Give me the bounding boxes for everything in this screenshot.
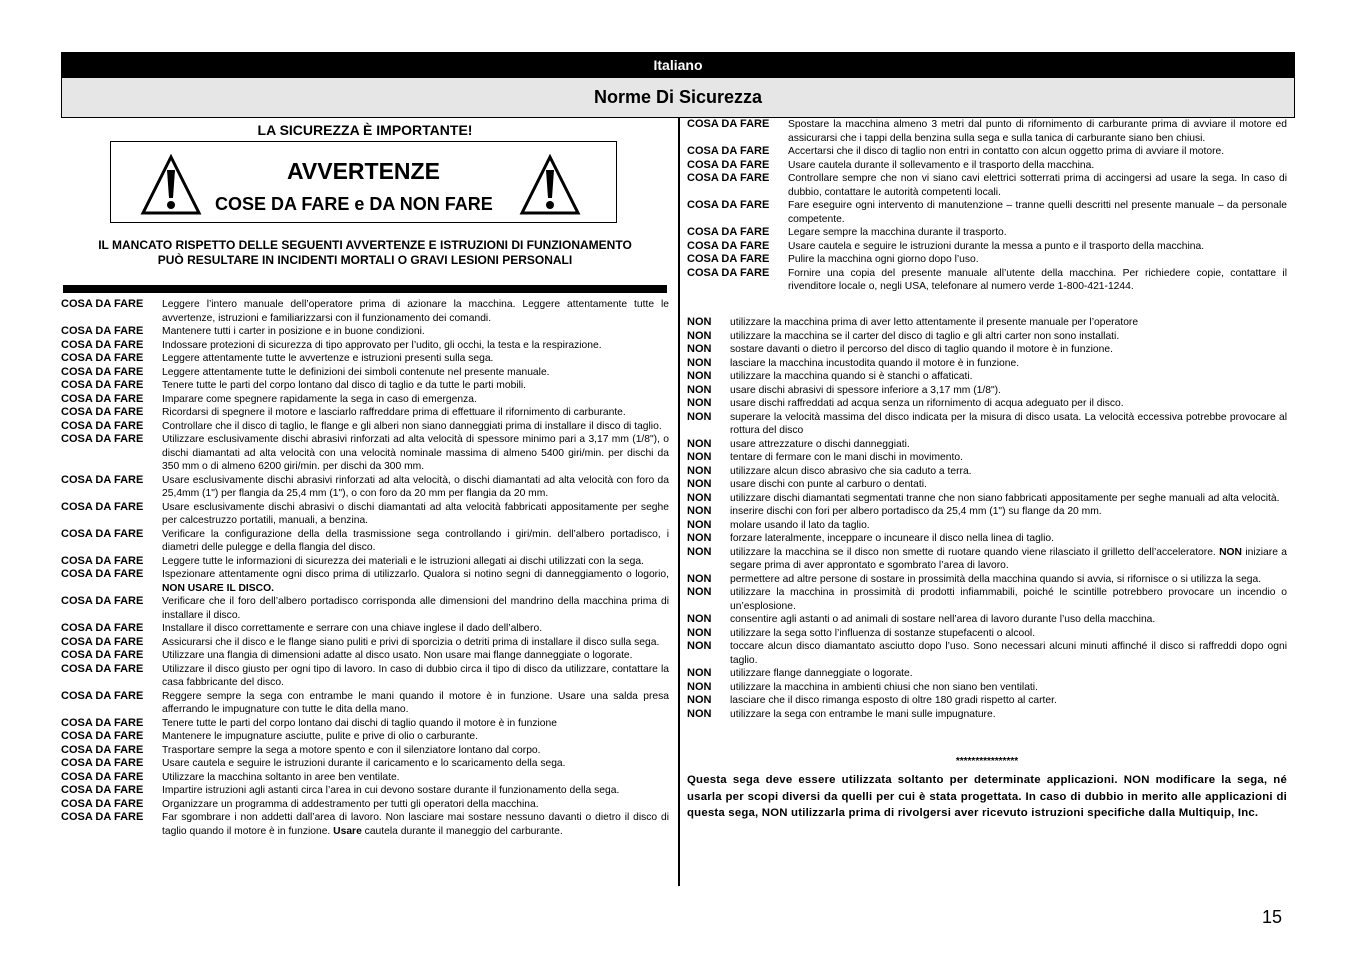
rule-text — [162, 433, 669, 474]
rule-label: NON — [687, 532, 712, 544]
rule-text — [788, 240, 1287, 254]
rule-text — [730, 708, 1287, 722]
rule-row — [61, 811, 669, 838]
rule-text-main: Utilizzare una flangia di dimensioni adatte al disco usato. Non usare mai flange danneggiate o logorate. — [162, 650, 633, 661]
non-rule-row — [687, 519, 1287, 533]
rule-text-main: Leggere attentamente tutte le avvertenze e istruzioni presenti sulla sega. — [162, 353, 494, 364]
rule-text — [788, 253, 1287, 267]
rule-text — [162, 325, 669, 339]
rule-text-main: Tenere tutte le parti del corpo lontano dai dischi di taglio quando il motore è in funzione — [162, 717, 557, 729]
rule-label: COSA DA FARE — [61, 622, 144, 634]
rule-text — [730, 451, 1287, 465]
rule-text — [788, 267, 1287, 294]
rule-row — [61, 717, 669, 731]
rule-text-main: Tenere tutte le parti del corpo lontano dal disco di taglio e da tutte le parti mobili. — [162, 380, 527, 391]
rule-text-main: Verificare la configurazione della della trasmissione sega controllando i giri/min. dell’albero portadisco, i diametri delle pulegge e della flangia del disco. — [162, 528, 669, 553]
rule-text — [730, 478, 1287, 492]
rule-label: NON — [687, 572, 712, 585]
rule-label: NON — [687, 478, 712, 490]
left-column — [61, 118, 669, 837]
rule-text-emphasis: NON — [1219, 546, 1242, 558]
rule-text — [788, 159, 1287, 173]
rule-text-main: utilizzare la sega sotto l’influenza di sostanze stupefacenti o alcool. — [730, 627, 1036, 639]
rule-row — [687, 226, 1287, 240]
rule-row — [61, 798, 669, 812]
rule-text — [162, 474, 669, 501]
rule-text-main: Leggere attentamente tutte le definizioni dei simboli contenute nel presente manuale. — [162, 366, 550, 378]
rule-label: NON — [687, 613, 712, 625]
rule-text — [162, 811, 669, 838]
rule-row — [61, 474, 669, 501]
rule-text-main: Utilizzare esclusivamente dischi abrasivi rinforzati ad alta velocità di spessore minimo pari a 3,17 mm (1/8"), o dischi diamantati ad alta velocità con una velocità nominale massima di almeno 5400 giri/min. per dischi da 350 mm o di almeno 6200 giri/min. per dischi da 300 mm. — [162, 434, 669, 472]
rule-text-main: Controllare sempre che non vi siano cavi elettrici sotterrati prima di accingersi ad usare la sega. In caso di dubbio, contattare le autorità competenti locali. — [788, 173, 1287, 198]
rule-text — [730, 397, 1287, 411]
rule-label: NON — [687, 410, 712, 423]
rule-row — [61, 555, 669, 569]
rule-text-main: inserire dischi con fori per albero portadisco da 25,4 mm (1") su flange da 20 mm. — [730, 506, 1102, 517]
rule-row — [687, 159, 1287, 173]
rule-text — [788, 199, 1287, 226]
closing-paragraph: Questa sega deve essere utilizzata soltanto per determinate applicazioni. NON modificare la sega, né usarla per scopi diversi da quelli per cui è stata progettata. In caso di dubbio in merito alle applicazioni di questa sega, NON utilizzarla prima di rivolgersi aver ricevuto istruzioni specifiche dalla Multiquip, Inc. — [687, 774, 1287, 819]
non-rule-row — [687, 586, 1287, 613]
rule-text — [730, 384, 1287, 398]
non-rule-row — [687, 694, 1287, 708]
rule-text-main: forzare lateralmente, inceppare o incuneare il disco nella linea di taglio. — [730, 533, 1054, 544]
avvertenze-subtitle: COSE DA FARE e DA NON FARE — [215, 194, 493, 214]
non-rule-row — [687, 505, 1287, 519]
non-rule-row — [687, 627, 1287, 641]
rule-text-main: utilizzare la sega con entrambe le mani sulle impugnature. — [730, 708, 996, 720]
rule-text — [730, 370, 1287, 384]
rule-text-main: Fornire una copia del presente manuale all’utente della macchina. Per richiedere copie, contattare il rivenditore locale o, negli USA, telefonare al numero verde 1-800-421-1244. — [788, 267, 1287, 292]
non-rule-row — [687, 370, 1287, 384]
rule-text-main: superare la velocità massima del disco indicata per la misura di disco usata. La velocità eccessiva potrebbe provocare al rottura del disco — [730, 411, 1287, 436]
non-rule-row — [687, 411, 1287, 438]
rule-text-main: utilizzare alcun disco abrasivo che sia caduto a terra. — [730, 465, 972, 477]
rule-text — [730, 694, 1287, 708]
rule-text-main: Far sgombrare i non addetti dall’area di lavoro. Non lasciare mai sostare nessuno davanti o dietro il disco di taglio quando il motore è in funzione. — [162, 812, 669, 837]
rule-row — [61, 393, 669, 407]
rule-text — [162, 352, 669, 366]
rule-text-main: Usare cautela durante il sollevamento e il trasporto della macchina. — [788, 159, 1095, 171]
rule-label: COSA DA FARE — [61, 352, 144, 364]
rule-text-main: toccare alcun disco diamantato asciutto dopo l’uso. Sono necessari alcuni minuti affinché il disco si raffreddi dopo ogni taglio. — [730, 641, 1287, 666]
rule-text — [162, 528, 669, 555]
non-rule-row — [687, 343, 1287, 357]
rule-text — [162, 366, 669, 380]
rule-text-main: Usare esclusivamente dischi abrasivi o dischi diamantati ad alta velocità fabbricati appositamente per seghe per calcestruzzo portatili, manuali, a benzina. — [162, 501, 669, 526]
non-rule-row — [687, 438, 1287, 452]
rule-label: COSA DA FARE — [687, 172, 770, 184]
rule-text — [162, 568, 669, 595]
rule-text-main: utilizzare la macchina in prossimità di prodotti infiammabili, poiché le scintille potrebbero provocare un incendio o un’esplosione. — [730, 587, 1287, 612]
rule-text-main: Mantenere tutti i carter in posizione e in buone condizioni. — [162, 326, 425, 337]
rule-text — [162, 663, 669, 690]
rule-text — [162, 730, 669, 744]
rule-text-main: Usare cautela e seguire le istruzioni durante il caricamento e lo scaricamento della sega. — [162, 758, 566, 769]
rule-label: COSA DA FARE — [61, 419, 144, 432]
rule-label: COSA DA FARE — [61, 784, 144, 796]
rule-label: NON — [687, 505, 712, 517]
rule-label: COSA DA FARE — [687, 253, 770, 265]
rule-text — [730, 613, 1287, 627]
rule-text-main: Trasportare sempre la sega a motore spento e con il silenziatore lontano dal corpo. — [162, 744, 541, 756]
rule-text — [162, 622, 669, 636]
rule-text — [730, 532, 1287, 546]
rule-text-main: Imparare come spegnere rapidamente la sega in caso di emergenza. — [162, 393, 477, 405]
rule-label: COSA DA FARE — [61, 433, 144, 445]
rule-text — [162, 555, 669, 569]
non-rule-row — [687, 681, 1287, 695]
rule-text-main: molare usando il lato da taglio. — [730, 519, 870, 531]
rule-text — [730, 586, 1287, 613]
rule-text — [730, 627, 1287, 641]
rule-text — [730, 438, 1287, 452]
rule-row — [687, 172, 1287, 199]
rule-text-main: sostare davanti o dietro il percorso del disco di taglio quando il motore è in funzione. — [730, 344, 1113, 355]
rule-row — [61, 649, 669, 663]
rule-label: NON — [687, 694, 712, 706]
non-rule-row — [687, 451, 1287, 465]
rule-text-tail: cautela durante il maneggio del carburante. — [364, 825, 563, 837]
rule-text — [788, 145, 1287, 159]
rule-text — [730, 492, 1287, 506]
rule-row — [61, 352, 669, 366]
rule-label: COSA DA FARE — [61, 730, 144, 742]
rule-text-main: Usare cautela e seguire le istruzioni durante la messa a punto e il trasporto della macchina. — [788, 240, 1205, 252]
rule-text-emphasis: Usare — [333, 825, 362, 837]
rule-text-main: Fare eseguire ogni intervento di manutenzione – tranne quelli descritti nel presente manuale – da personale competente. — [788, 200, 1287, 225]
rule-text — [730, 357, 1287, 371]
rule-row — [687, 267, 1287, 294]
non-rule-row — [687, 357, 1287, 371]
rule-row — [61, 528, 669, 555]
rule-text — [162, 406, 669, 420]
rule-label: COSA DA FARE — [687, 158, 770, 171]
warning-box — [110, 141, 617, 223]
rule-label: COSA DA FARE — [687, 145, 770, 157]
rule-label: NON — [687, 329, 712, 342]
rule-label: COSA DA FARE — [61, 406, 144, 418]
rule-text — [730, 465, 1287, 479]
rule-label: NON — [687, 451, 712, 463]
rule-label: NON — [687, 518, 712, 531]
rule-text — [162, 784, 669, 798]
rule-label: NON — [687, 437, 712, 450]
rule-text — [730, 505, 1287, 519]
non-rule-row — [687, 613, 1287, 627]
non-rule-row — [687, 573, 1287, 587]
rule-label: NON — [687, 316, 712, 328]
rule-text-main: usare dischi raffreddati ad acqua senza un rifornimento di acqua adeguato per il disco. — [730, 398, 1124, 409]
rule-text-main: Organizzare un programma di addestramento per tutti gli operatori della macchina. — [162, 798, 539, 810]
rule-row — [687, 253, 1287, 267]
warning-statement — [61, 238, 669, 268]
rule-text — [162, 690, 669, 717]
rule-row — [61, 771, 669, 785]
rule-row — [687, 240, 1287, 254]
non-rule-row — [687, 465, 1287, 479]
rule-row — [61, 379, 669, 393]
rule-text-main: Usare esclusivamente dischi abrasivi rinforzati ad alta velocità, o dischi diamantati ad alta velocità con foro da 25,4mm (1") per flangia da 25,4 mm (1"), o con foro da 20 mm per flangia da 20 mm. — [162, 474, 669, 499]
non-rule-row — [687, 478, 1287, 492]
rule-text — [162, 771, 669, 785]
warning-triangle-icon — [519, 154, 581, 216]
non-rule-row — [687, 384, 1287, 398]
page-number: 15 — [1262, 907, 1283, 927]
rule-text — [788, 172, 1287, 199]
rule-label: COSA DA FARE — [687, 199, 770, 211]
rule-label: COSA DA FARE — [687, 226, 770, 238]
rule-text-main: Installare il disco correttamente e serrare con una chiave inglese il dado dell’albero. — [162, 623, 543, 634]
rule-text-tail: iniziare a segare prima di aver approntato e sgombrato l’area di lavoro. — [730, 546, 1287, 571]
non-rule-row — [687, 330, 1287, 344]
rule-label: COSA DA FARE — [61, 568, 144, 580]
rule-label: COSA DA FARE — [687, 239, 770, 252]
rule-label: COSA DA FARE — [687, 118, 770, 130]
left-rules-list — [61, 298, 669, 838]
rule-text — [162, 393, 669, 407]
rule-text-main: usare dischi abrasivi di spessore inferiore a 3,17 mm (1/8"). — [730, 384, 1001, 396]
rule-text — [730, 667, 1287, 681]
rule-label: COSA DA FARE — [61, 379, 144, 391]
rule-label: COSA DA FARE — [61, 649, 144, 661]
rule-label: COSA DA FARE — [61, 689, 144, 702]
non-rule-row — [687, 316, 1287, 330]
rule-text-main: lasciare che il disco rimanga esposto di oltre 180 gradi rispetto al carter. — [730, 695, 1057, 706]
rule-text-main: utilizzare dischi diamantati segmentati tranne che non siano fabbricati appositamente per seghe manuali ad alta velocità. — [730, 492, 1280, 504]
rule-label: COSA DA FARE — [61, 298, 144, 310]
page-title: Norme Di Sicurezza — [61, 78, 1295, 118]
rule-text-main: Verificare che il foro dell’albero portadisco corrisponda alle dimensioni del mandrino della macchina prima di installare il disco. — [162, 596, 669, 621]
rule-text-main: utilizzare la macchina se il disco non smette di ruotare quando viene rilasciato il grilletto dell’acceleratore. — [730, 546, 1216, 558]
rule-text — [162, 298, 669, 325]
rule-text — [730, 343, 1287, 357]
rule-label: COSA DA FARE — [61, 716, 144, 729]
rule-label: NON — [687, 491, 712, 504]
rule-text-main: Indossare protezioni di sicurezza di tipo approvato per l’udito, gli occhi, la testa e la respirazione. — [162, 339, 602, 351]
rule-label: NON — [687, 464, 712, 477]
warning-statement-line-1: IL MANCATO RISPETTO DELLE SEGUENTI AVVERTENZE E ISTRUZIONI DI FUNZIONAMENTO — [98, 238, 632, 252]
rule-label: NON — [687, 383, 712, 396]
rule-text — [788, 226, 1287, 240]
rule-text — [730, 316, 1287, 330]
rule-text — [162, 649, 669, 663]
rule-text-main: Ricordarsi di spegnere il motore e lasciarlo raffreddare prima di effettuare il rifornimento di carburante. — [162, 407, 626, 418]
rule-text-main: utilizzare la macchina in ambienti chiusi che non siano ben ventilati. — [730, 681, 1038, 693]
rule-label: NON — [687, 707, 712, 720]
rule-row — [61, 757, 669, 771]
non-rule-row — [687, 532, 1287, 546]
rule-text-main: Assicurarsi che il disco e le flange siano puliti e privi di sporcizia o detriti prima di installare il disco sulla sega. — [162, 636, 660, 648]
rule-label: COSA DA FARE — [61, 811, 144, 823]
rule-row — [61, 784, 669, 798]
column-divider — [678, 118, 680, 886]
rule-label: COSA DA FARE — [61, 797, 144, 810]
rule-text-main: Impartire istruzioni agli astanti circa l’area in cui devono sostare durante il funzionamento della sega. — [162, 785, 620, 796]
rule-text-main: usare dischi con punte al carburo o dentati. — [730, 479, 927, 490]
rule-row — [61, 622, 669, 636]
rule-label: NON — [687, 586, 712, 598]
non-rule-row — [687, 708, 1287, 722]
rule-label: COSA DA FARE — [61, 527, 144, 540]
language-bar: Italiano — [61, 52, 1295, 78]
rule-label: COSA DA FARE — [61, 500, 144, 513]
rule-row — [687, 118, 1287, 145]
rule-label: NON — [687, 545, 712, 558]
section-rule — [63, 285, 667, 293]
non-rule-row — [687, 640, 1287, 667]
rule-label: COSA DA FARE — [61, 554, 144, 567]
rule-text-emphasis: NON USARE IL DISCO. — [162, 582, 274, 594]
rule-text — [162, 595, 669, 622]
rule-label: COSA DA FARE — [61, 743, 144, 756]
rule-text — [162, 717, 669, 731]
rule-label: NON — [687, 626, 712, 639]
rule-label: COSA DA FARE — [61, 757, 144, 769]
rule-text-main: usare attrezzature o dischi danneggiati. — [730, 438, 910, 450]
rule-row — [61, 339, 669, 353]
rule-label: NON — [687, 667, 712, 679]
rule-row — [61, 595, 669, 622]
rule-text-main: Controllare che il disco di taglio, le flange e gli alberi non siano danneggiati prima di installare il disco di taglio. — [162, 420, 662, 432]
rule-row — [61, 298, 669, 325]
rule-text-main: permettere ad altre persone di sostare in prossimità della macchina quando si avvia, si rifornisce o si utilizza la sega. — [730, 573, 1262, 585]
rule-row — [61, 730, 669, 744]
rule-label: COSA DA FARE — [61, 662, 144, 675]
rule-text — [730, 640, 1287, 667]
rule-text — [162, 339, 669, 353]
rule-text-main: Accertarsi che il disco di taglio non entri in contatto con alcun oggetto prima di avviare il motore. — [788, 146, 1225, 157]
non-rule-row — [687, 492, 1287, 506]
non-rule-row — [687, 546, 1287, 573]
rule-label: NON — [687, 343, 712, 355]
separator-stars: **************** — [955, 756, 1019, 767]
rule-text-main: Leggere l’intero manuale dell’operatore prima di azionare la macchina. Leggere attentamente tutte le avvertenze, istruzioni e familiarizzarsi con il funzionamento dei comandi. — [162, 299, 669, 324]
rule-text — [730, 411, 1287, 438]
rule-row — [61, 663, 669, 690]
rule-row — [61, 690, 669, 717]
rule-text-main: Reggere sempre la sega con entrambe le mani quando il motore è in funzione. Usare una salda presa afferrando le impugnature con tutte le dita della mano. — [162, 690, 669, 715]
rule-label: COSA DA FARE — [61, 338, 144, 351]
rule-text-main: utilizzare flange danneggiate o logorate. — [730, 668, 913, 679]
rule-label: COSA DA FARE — [687, 266, 770, 279]
rule-label: COSA DA FARE — [61, 365, 144, 378]
rule-text — [162, 379, 669, 393]
rule-text — [162, 420, 669, 434]
rule-label: COSA DA FARE — [61, 473, 144, 486]
rule-text — [730, 573, 1287, 587]
non-rules-list — [687, 316, 1287, 721]
rule-text — [162, 757, 669, 771]
rule-row — [61, 406, 669, 420]
rule-text — [730, 681, 1287, 695]
rule-text — [730, 330, 1287, 344]
rule-row — [61, 744, 669, 758]
avvertenze-title: AVVERTENZE — [287, 158, 440, 184]
right-rules-list — [687, 118, 1287, 294]
rule-text — [162, 636, 669, 650]
rule-row — [687, 145, 1287, 159]
rule-text — [162, 744, 669, 758]
rule-text-main: Legare sempre la macchina durante il trasporto. — [788, 227, 1007, 238]
rule-label: COSA DA FARE — [61, 635, 144, 648]
rule-label: NON — [687, 680, 712, 693]
rule-row — [61, 420, 669, 434]
rule-text — [788, 118, 1287, 145]
rule-text — [730, 519, 1287, 533]
rule-label: NON — [687, 356, 712, 369]
rule-label: COSA DA FARE — [61, 325, 144, 337]
rule-text-main: tentare di fermare con le mani dischi in movimento. — [730, 452, 963, 463]
rule-text-main: Mantenere le impugnature asciutte, pulite e prive di olio o carburante. — [162, 731, 478, 742]
non-rule-row — [687, 667, 1287, 681]
rule-text-main: Pulire la macchina ogni giorno dopo l’uso. — [788, 254, 979, 265]
rule-row — [687, 199, 1287, 226]
warning-triangle-icon — [140, 154, 202, 216]
rule-label: COSA DA FARE — [61, 770, 144, 783]
rule-row — [61, 501, 669, 528]
rule-text-main: Utilizzare la macchina soltanto in aree ben ventilate. — [162, 771, 400, 783]
safety-important-heading: LA SICUREZZA È IMPORTANTE! — [257, 122, 473, 138]
rule-text-main: consentire agli astanti o ad animali di sostare nell’area di lavoro durante l’uso della macchina. — [730, 614, 1156, 625]
rule-row — [61, 325, 669, 339]
rule-text-main: Ispezionare attentamente ogni disco prima di utilizzarlo. Qualora si notino segni di danneggiamento o logorio, — [162, 569, 669, 580]
rule-text-main: utilizzare la macchina quando si è stanchi o affaticati. — [730, 371, 973, 382]
rule-text-main: Spostare la macchina almeno 3 metri dal punto di rifornimento di carburante prima di avviare il motore ed assicurarsi che i tappi della benzina sulla sega e sulla tanica di carburante siano ben chiusi. — [788, 119, 1287, 144]
rule-label: COSA DA FARE — [61, 392, 144, 405]
rule-text — [162, 501, 669, 528]
rule-text-main: Utilizzare il disco giusto per ogni tipo di lavoro. In caso di dubbio circa il tipo di disco da utilizzare, contattare la casa fabbricante del disco. — [162, 663, 669, 688]
rule-row — [61, 636, 669, 650]
rule-row — [61, 366, 669, 380]
rule-row — [61, 433, 669, 474]
rule-text-main: utilizzare la macchina se il carter del disco di taglio e gli altri carter non sono installati. — [730, 330, 1120, 342]
rule-text-main: Leggere tutte le informazioni di sicurezza dei materiali e le istruzioni allegati ai dischi utilizzati con la sega. — [162, 555, 644, 567]
warning-statement-line-2: PUÒ RESULTARE IN INCIDENTI MORTALI O GRAVI LESIONI PERSONALI — [157, 253, 573, 267]
rule-row — [61, 568, 669, 595]
rule-label: NON — [687, 640, 712, 652]
rule-text — [162, 798, 669, 812]
rule-text-main: lasciare la macchina incustodita quando il motore è in funzione. — [730, 357, 1020, 369]
non-rule-row — [687, 397, 1287, 411]
rule-text — [730, 546, 1287, 573]
rule-label: COSA DA FARE — [61, 595, 144, 607]
rule-text-main: utilizzare la macchina prima di aver letto attentamente il presente manuale per l’operatore — [730, 317, 1139, 328]
rule-label: NON — [687, 370, 712, 382]
rule-label: NON — [687, 397, 712, 409]
